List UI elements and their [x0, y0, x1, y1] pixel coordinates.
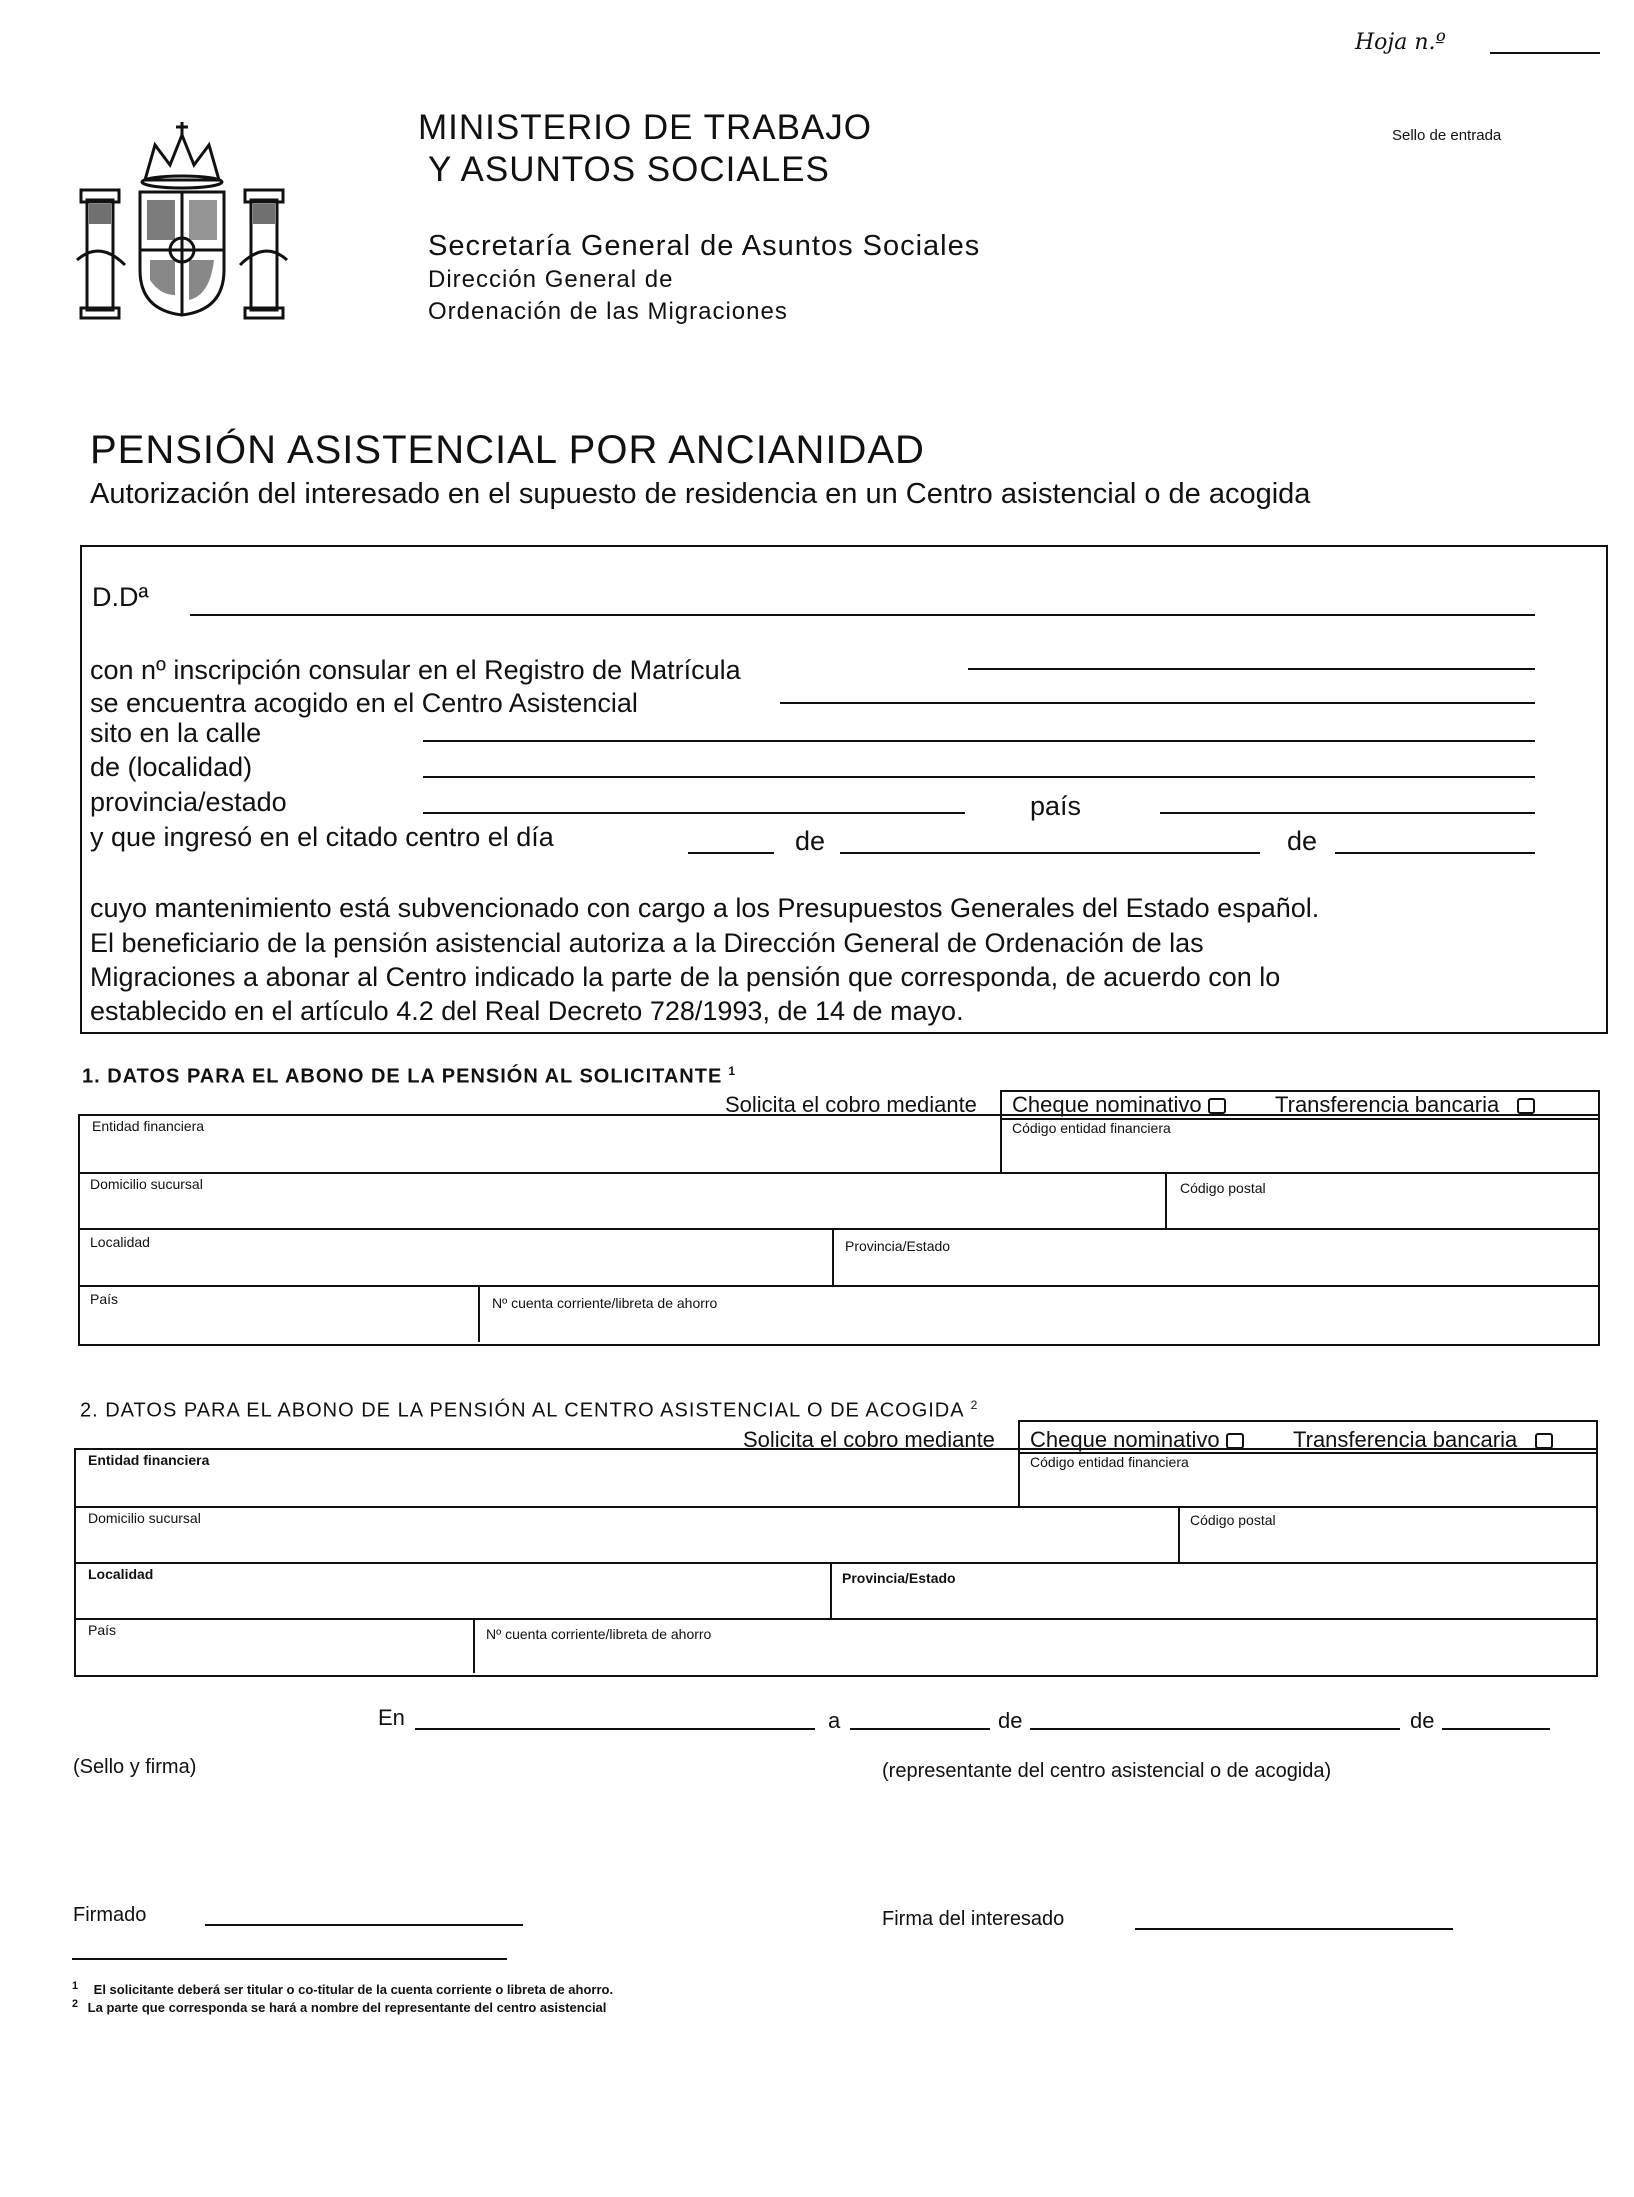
section1-col-divider-4 [478, 1285, 480, 1342]
ingreso-day-field[interactable] [688, 852, 774, 854]
authorization-box [80, 545, 1608, 1034]
section1-cuenta-field[interactable]: Nº cuenta corriente/libreta de ahorro [492, 1295, 718, 1311]
sheet-number-label: Hoja n.º [1355, 30, 1446, 55]
sello-firma-label: (Sello y firma) [73, 1756, 197, 1778]
ministry-name-line1: MINISTERIO DE TRABAJO [418, 108, 873, 147]
entry-stamp-label: Sello de entrada [1392, 127, 1502, 144]
section1-entidad-field[interactable]: Entidad financiera [92, 1118, 205, 1134]
inscripcion-label: con nº inscripción consular en el Registro de Matrícula [90, 655, 741, 685]
footnote-2-number: 2 [72, 1998, 79, 2010]
section2-row-divider-3 [74, 1618, 1596, 1620]
section2-transfer-label: Transferencia bancaria [1293, 1427, 1518, 1452]
section1-row-divider-3 [78, 1285, 1598, 1287]
pais-label: país [1030, 791, 1082, 821]
section2-codigo-postal-field[interactable]: Código postal [1190, 1512, 1276, 1528]
section2-footnote-ref: 2 [970, 1398, 979, 1412]
provincia-label: provincia/estado [90, 787, 287, 817]
section2-col-divider-3 [830, 1562, 832, 1618]
ingreso-year-field[interactable] [1335, 852, 1535, 854]
section1-transfer-checkbox[interactable] [1517, 1098, 1535, 1114]
section1-provincia-field[interactable]: Provincia/Estado [845, 1238, 951, 1254]
footnote-2 [72, 1998, 606, 2015]
section1-footnote-ref: 1 [728, 1064, 736, 1078]
section1-title [82, 1064, 736, 1089]
ingreso-de-label-1: de [795, 826, 826, 856]
firma-interesado-field[interactable] [1135, 1928, 1453, 1930]
section2-col-divider-4 [473, 1618, 475, 1673]
authorization-paragraph-line2: El beneficiario de la pensión asistencial autoriza a la Dirección General de Ordenación de las [90, 928, 1204, 958]
section1-codigo-entidad-field[interactable]: Código entidad financiera [1012, 1120, 1171, 1136]
de-label-1: de [998, 1708, 1023, 1733]
section2-col-divider-1 [1018, 1448, 1020, 1506]
calle-label: sito en la calle [90, 718, 262, 748]
form-title: PENSIÓN ASISTENCIAL POR ANCIANIDAD [90, 428, 925, 472]
sheet-number-field[interactable] [1490, 52, 1600, 54]
footnote-1-text: El solicitante deberá ser titular o co-titular de la cuenta corriente o libreta de ahorro. [93, 1982, 614, 1998]
authorization-paragraph-line4: establecido en el artículo 4.2 del Real Decreto 728/1993, de 14 de mayo. [90, 996, 964, 1026]
section2-localidad-field[interactable]: Localidad [88, 1566, 154, 1582]
localidad-label: de (localidad) [90, 752, 253, 782]
section1-col-divider-1 [1000, 1114, 1002, 1172]
section2-pais-field[interactable]: País [88, 1622, 117, 1638]
section1-col-divider-3 [832, 1228, 834, 1285]
authorization-paragraph-line3: Migraciones a abonar al Centro indicado la parte de la pensión que corresponda, de acuerdo con lo [90, 962, 1281, 992]
section1-domicilio-field[interactable]: Domicilio sucursal [90, 1176, 203, 1192]
provincia-field[interactable] [423, 812, 965, 814]
de-label-2: de [1410, 1708, 1435, 1733]
section1-title-text: 1. DATOS PARA EL ABONO DE LA PENSIÓN AL SOLICITANTE [82, 1065, 723, 1088]
section1-cheque-checkbox[interactable] [1208, 1098, 1226, 1114]
coat-of-arms-logo [75, 120, 290, 320]
section1-table [78, 1114, 1600, 1346]
en-label: En [378, 1705, 405, 1730]
section2-title-text: 2. DATOS PARA EL ABONO DE LA PENSIÓN AL CENTRO ASISTENCIAL O DE ACOGIDA [80, 1399, 965, 1422]
section1-row-divider-2 [78, 1228, 1598, 1230]
ministry-name-line2: Y ASUNTOS SOCIALES [428, 150, 830, 189]
section1-col-divider-2 [1165, 1172, 1167, 1228]
form-subtitle: Autorización del interesado en el supuesto de residencia en un Centro asistencial o de acogida [90, 478, 1311, 510]
secretaria-name: Secretaría General de Asuntos Sociales [428, 230, 981, 262]
calle-field[interactable] [423, 740, 1535, 742]
localidad-field[interactable] [423, 776, 1535, 778]
direccion-line1: Dirección General de [428, 266, 674, 293]
year-field[interactable] [1442, 1728, 1550, 1730]
section2-transfer-checkbox[interactable] [1535, 1433, 1553, 1449]
section1-cobro-label: Solicita el cobro mediante [725, 1092, 977, 1117]
section2-row-divider-1 [74, 1506, 1596, 1508]
section1-cheque-label: Cheque nominativo [1012, 1092, 1202, 1117]
ingreso-label: y que ingresó en el citado centro el día [90, 822, 554, 852]
authorization-paragraph-line1: cuyo mantenimiento está subvencionado con cargo a los Presupuestos Generales del Estado español. [90, 893, 1320, 923]
footnote-1 [72, 1980, 613, 1997]
section2-cuenta-field[interactable]: Nº cuenta corriente/libreta de ahorro [486, 1626, 712, 1642]
inscripcion-field[interactable] [968, 668, 1535, 670]
section2-title [80, 1398, 978, 1423]
firmado-label: Firmado [73, 1904, 147, 1926]
section2-cobro-label: Solicita el cobro mediante [743, 1427, 995, 1452]
ingreso-month-field[interactable] [840, 852, 1260, 854]
a-label: a [828, 1708, 841, 1733]
footnote-2-text: La parte que corresponda se hará a nombre del representante del centro asistencial [87, 2000, 607, 2016]
section1-row-divider-1 [78, 1172, 1598, 1174]
section2-row-divider-2 [74, 1562, 1596, 1564]
pais-field[interactable] [1160, 812, 1535, 814]
section1-transfer-label: Transferencia bancaria [1275, 1092, 1500, 1117]
footnote-separator [72, 1958, 507, 1960]
section1-pais-field[interactable]: País [90, 1291, 119, 1307]
month-field[interactable] [1030, 1728, 1400, 1730]
representante-label: (representante del centro asistencial o de acogida) [882, 1760, 1332, 1782]
acogido-label: se encuentra acogido en el Centro Asistencial [90, 688, 638, 718]
section1-codigo-postal-field[interactable]: Código postal [1180, 1180, 1266, 1196]
centro-field[interactable] [780, 702, 1535, 704]
section1-localidad-field[interactable]: Localidad [90, 1234, 150, 1250]
day-field[interactable] [850, 1728, 990, 1730]
section2-col-divider-2 [1178, 1506, 1180, 1562]
section2-cheque-checkbox[interactable] [1226, 1433, 1244, 1449]
ingreso-de-label-2: de [1287, 826, 1318, 856]
footnote-1-number: 1 [72, 1980, 79, 1992]
section2-cheque-label: Cheque nominativo [1030, 1427, 1220, 1452]
dda-label: D.Dª [92, 582, 149, 612]
firma-interesado-label: Firma del interesado [882, 1908, 1065, 1930]
direccion-line2: Ordenación de las Migraciones [428, 298, 788, 325]
section2-entidad-field[interactable]: Entidad financiera [88, 1452, 210, 1468]
place-field[interactable] [415, 1728, 815, 1730]
section2-provincia-field[interactable]: Provincia/Estado [842, 1570, 956, 1586]
dda-name-field[interactable] [190, 614, 1535, 616]
section2-codigo-entidad-field[interactable]: Código entidad financiera [1030, 1454, 1189, 1470]
firmado-field[interactable] [205, 1924, 523, 1926]
section2-domicilio-field[interactable]: Domicilio sucursal [88, 1510, 201, 1526]
